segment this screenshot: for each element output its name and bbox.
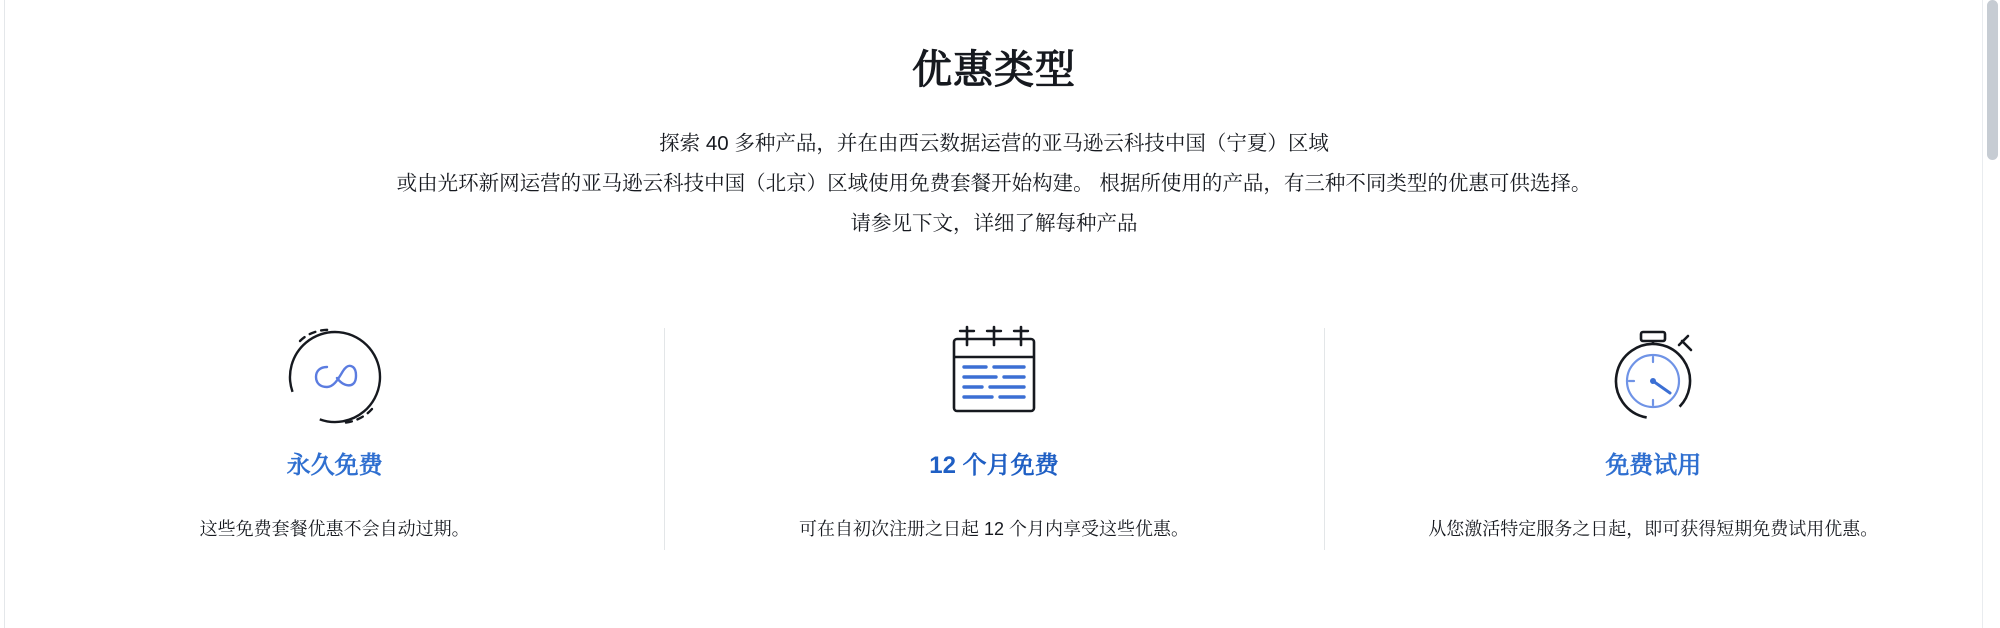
card-free-trial [1324, 318, 1983, 542]
offer-type-cards [5, 318, 1983, 542]
stopwatch-icon [1344, 318, 1963, 430]
intro-line-3: 请参见下文，详细了解每种产品 [850, 212, 1138, 235]
intro-line-1: 探索 40 多种产品，并在由西云数据运营的亚马逊云科技中国（宁夏）区域 [659, 132, 1329, 155]
card-title-12-months-free: 12 个月免费 [929, 452, 1059, 479]
card-desc-12-months-free: 可在自初次注册之日起 12 个月内享受这些优惠。 [798, 518, 1189, 539]
intro-paragraph [244, 94, 1744, 244]
card-title-free-trial: 免费试用 [1605, 452, 1702, 479]
card-desc-always-free: 这些免费套餐优惠不会自动过期。 [199, 518, 470, 539]
card-title-always-free: 永久免费 [286, 452, 383, 479]
card-always-free [5, 318, 664, 542]
infinity-circle-icon [25, 318, 644, 430]
page-scrollbar[interactable] [1982, 0, 2000, 628]
page-title: 优惠类型 [912, 48, 1076, 92]
intro-line-2: 或由光环新网运营的亚马逊云科技中国（北京）区域使用免费套餐开始构建。 根据所使用的产品，有三种不同类型的优惠可供选择。 [396, 172, 1592, 195]
scrollbar-thumb[interactable] [1987, 0, 1998, 160]
card-12-months-free [664, 318, 1323, 542]
calendar-icon [684, 318, 1303, 430]
page-content [5, 0, 1983, 628]
card-desc-free-trial: 从您激活特定服务之日起，即可获得短期免费试用优惠。 [1428, 518, 1879, 539]
